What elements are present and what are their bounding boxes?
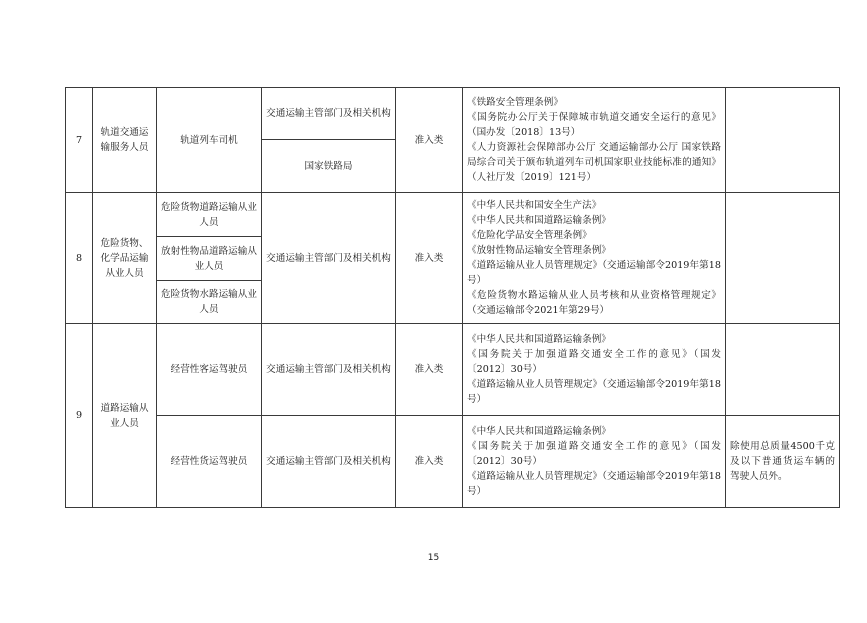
- legal-basis-cell: [463, 416, 726, 508]
- table-row: [66, 416, 840, 508]
- authority-cell: 交通运输主管部门及相关机构: [262, 416, 396, 508]
- category-cell: 轨道交通运输服务人员: [93, 88, 157, 193]
- remarks-cell: [726, 193, 840, 324]
- legal-basis-item: 《中华人民共和国安全生产法》: [467, 200, 602, 211]
- legal-basis-item: 《人力资源社会保障部办公厅 交通运输部办公厅 国家铁路局综合司关于颁布轨道列车司机国家职业技能标准的通知》（人社厅发〔2019〕121号）: [467, 142, 721, 183]
- authority-cell: 交通运输主管部门及相关机构: [262, 88, 396, 140]
- row-number: 8: [66, 193, 93, 324]
- legal-basis-cell: [463, 193, 726, 324]
- page-number: 15: [427, 553, 440, 563]
- legal-basis-item: 《道路运输从业人员管理规定》（交通运输部令2019年第18号）: [467, 471, 721, 497]
- occupation-cell: 经营性客运驾驶员: [157, 324, 262, 416]
- legal-basis-cell: [463, 88, 726, 193]
- legal-basis-item: 《道路运输从业人员管理规定》（交通运输部令2019年第18号）: [467, 260, 721, 286]
- type-cell: 准入类: [396, 416, 463, 508]
- authority-cell: 交通运输主管部门及相关机构: [262, 193, 396, 324]
- remarks-cell: [726, 88, 840, 193]
- type-cell: 准入类: [396, 324, 463, 416]
- legal-basis-item: 《国务院关于加强道路交通安全工作的意见》（国发〔2012〕30号）: [467, 441, 721, 467]
- legal-basis-cell: [463, 324, 726, 416]
- occupation-cell: 危险货物水路运输从业人员: [157, 281, 262, 324]
- legal-basis-item: 《国务院关于加强道路交通安全工作的意见》（国发〔2012〕30号）: [467, 349, 721, 375]
- authority-cell: 国家铁路局: [262, 140, 396, 193]
- table-row: [66, 324, 840, 416]
- occupation-cell: 经营性货运驾驶员: [157, 416, 262, 508]
- legal-basis-item: 《危险货物水路运输从业人员考核和从业资格管理规定》（交通运输部令2021年第29号）: [467, 290, 721, 316]
- authority-cell: 交通运输主管部门及相关机构: [262, 324, 396, 416]
- legal-basis-item: 《国务院办公厅关于保障城市轨道交通安全运行的意见》（国办发〔2018〕13号）: [467, 112, 721, 138]
- type-cell: 准入类: [396, 88, 463, 193]
- legal-basis-item: 《放射性物品运输安全管理条例》: [467, 245, 611, 256]
- legal-basis-item: 《中华人民共和国道路运输条例》: [467, 334, 611, 345]
- legal-basis-item: 《道路运输从业人员管理规定》（交通运输部令2019年第18号）: [467, 379, 721, 405]
- occupation-cell: 放射性物品道路运输从业人员: [157, 237, 262, 281]
- remarks-cell: 除使用总质量4500千克及以下普通货运车辆的驾驶人员外。: [726, 416, 840, 508]
- regulation-table: [65, 87, 840, 508]
- type-cell: 准入类: [396, 193, 463, 324]
- table-row: [66, 88, 840, 140]
- remarks-cell: [726, 324, 840, 416]
- row-number: 9: [66, 324, 93, 508]
- category-cell: 危险货物、化学品运输从业人员: [93, 193, 157, 324]
- occupation-cell: 危险货物道路运输从业人员: [157, 193, 262, 237]
- legal-basis-item: 《中华人民共和国道路运输条例》: [467, 426, 611, 437]
- row-number: 7: [66, 88, 93, 193]
- legal-basis-item: 《中华人民共和国道路运输条例》: [467, 215, 611, 226]
- legal-basis-item: 《危险化学品安全管理条例》: [467, 230, 592, 241]
- table-row: [66, 193, 840, 237]
- legal-basis-item: 《铁路安全管理条例》: [467, 97, 563, 108]
- category-cell: 道路运输从业人员: [93, 324, 157, 508]
- occupation-cell: 轨道列车司机: [157, 88, 262, 193]
